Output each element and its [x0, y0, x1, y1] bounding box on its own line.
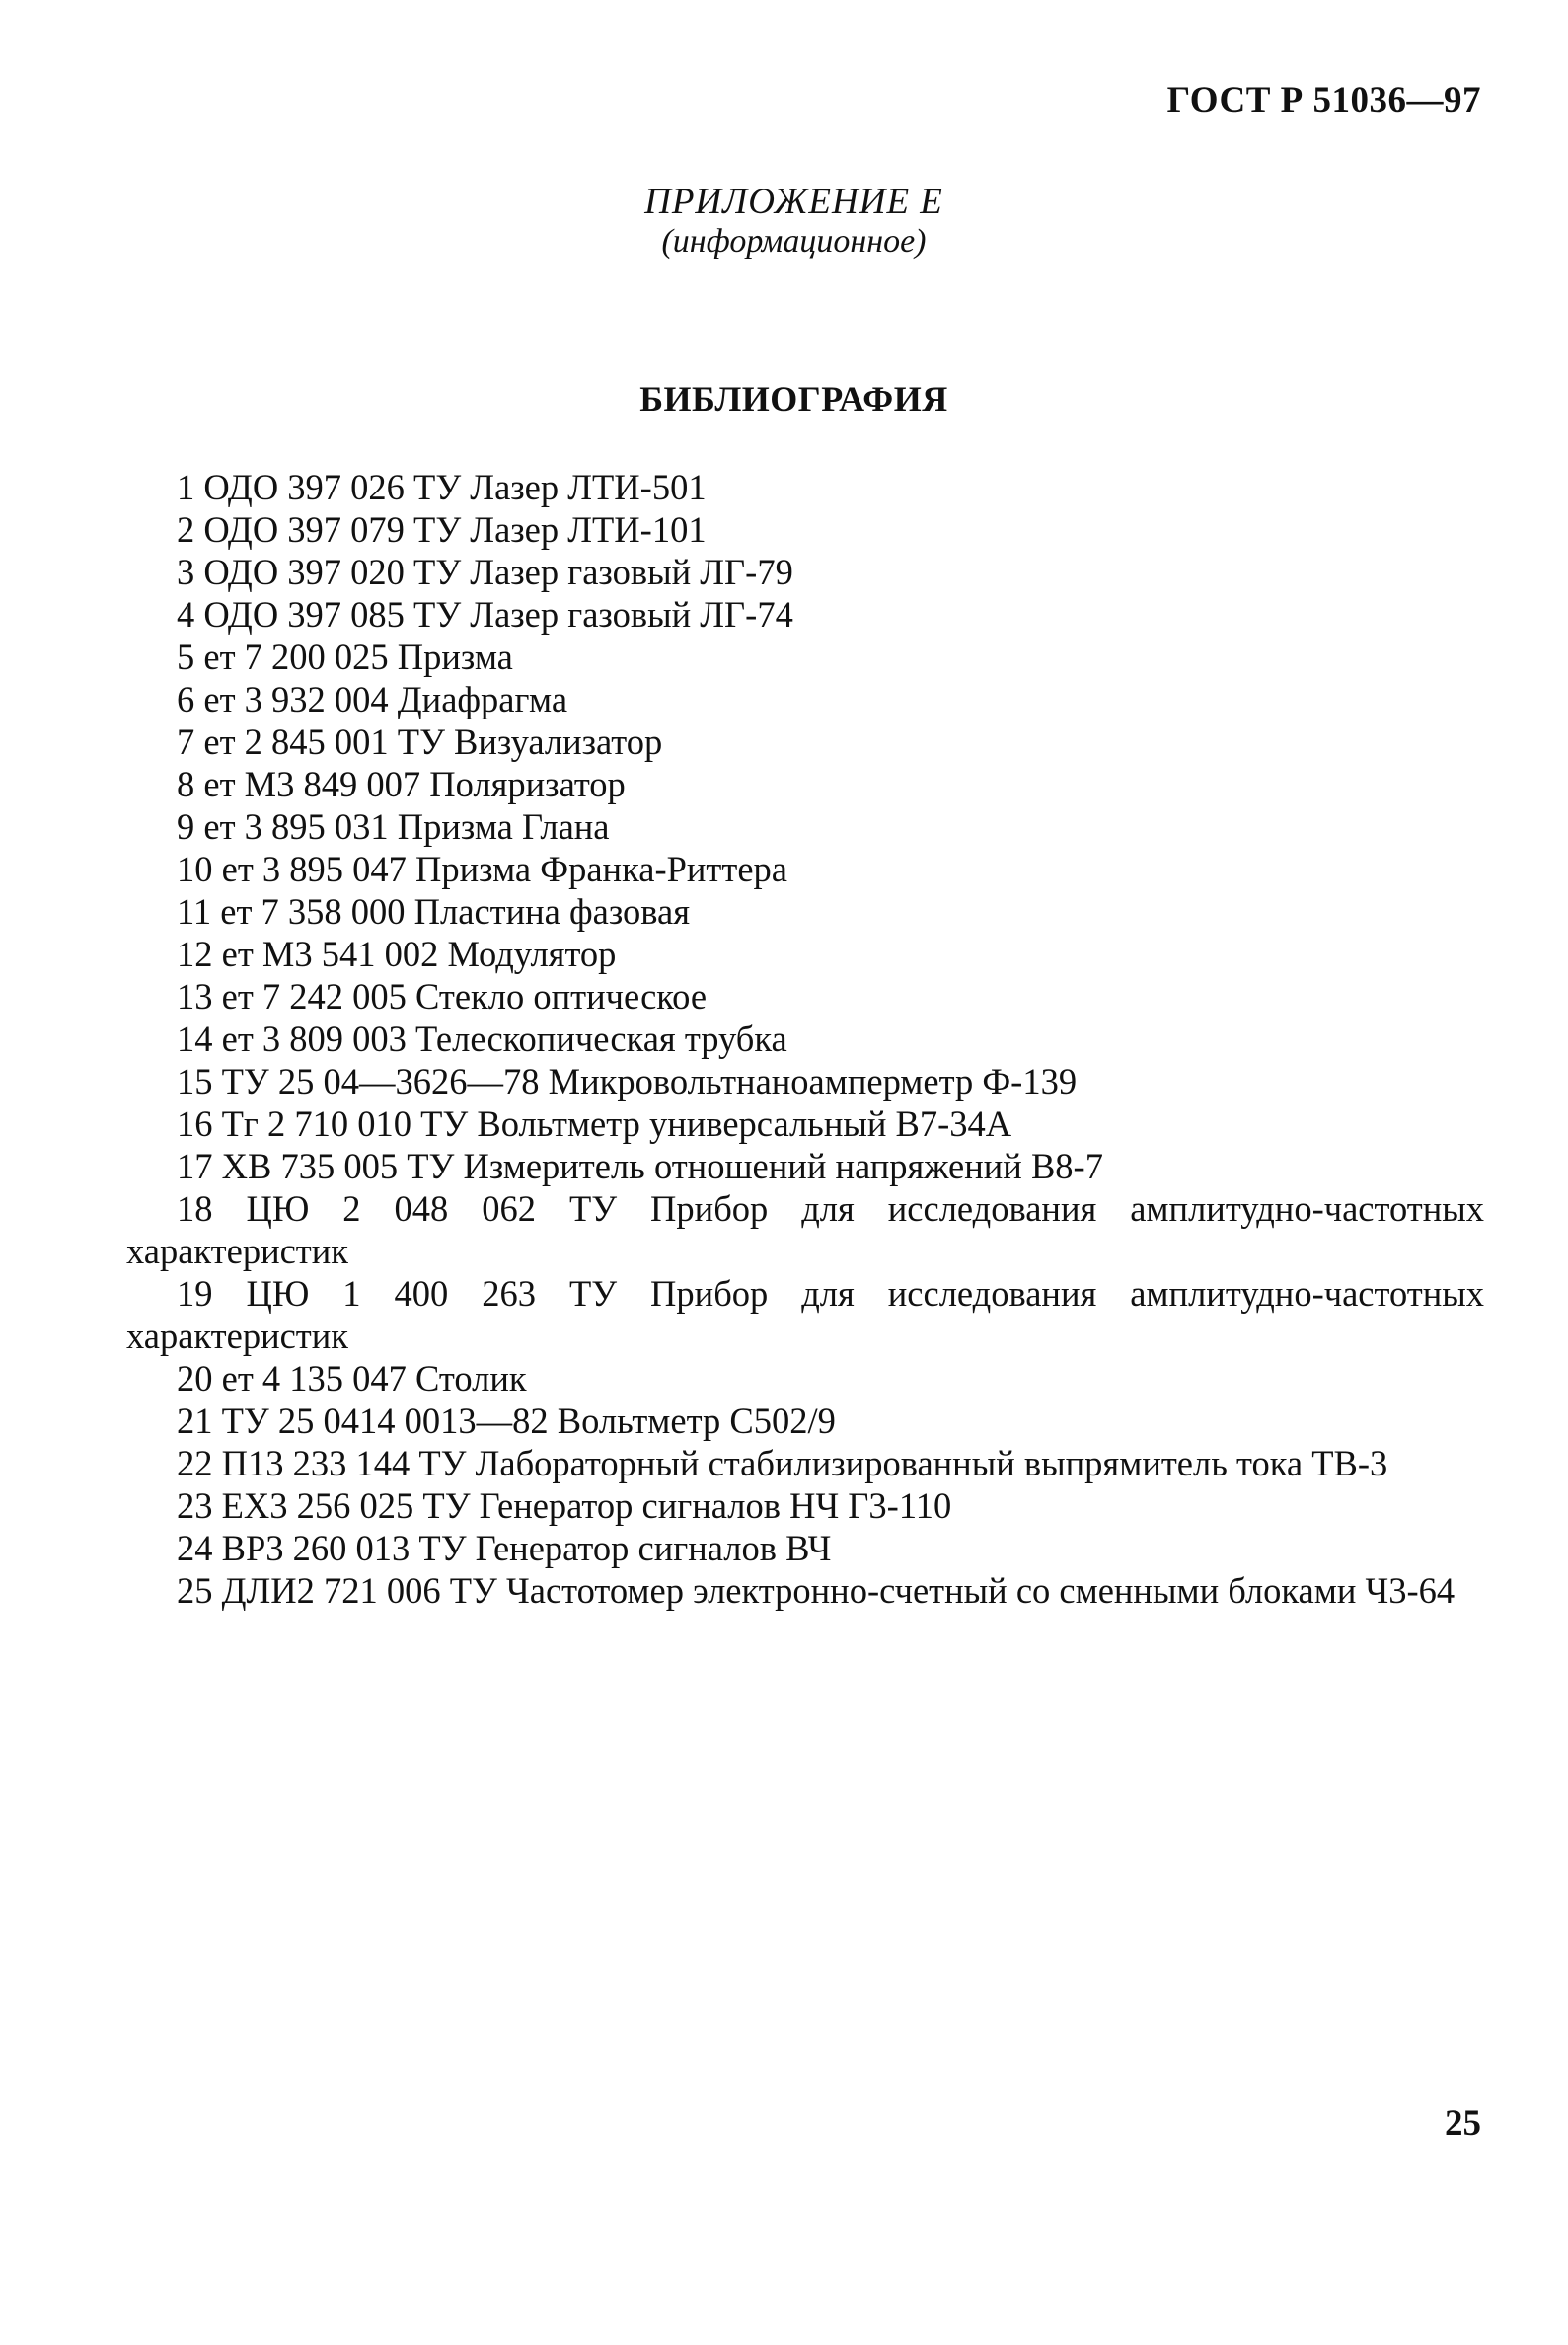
page-number: 25	[1445, 2103, 1481, 2144]
bibliography-item: 11 ет 7 358 000 Пластина фазовая	[177, 891, 691, 932]
bibliography-item: 25 ДЛИ2 721 006 ТУ Частотомер электронно-счетный со сменными блоками Ч3-64	[177, 1570, 1456, 1611]
bibliography-item: 13 ет 7 242 005 Стекло оптическое	[177, 976, 708, 1017]
bibliography-item: 19 ЦЮ 1 400 263 ТУ Прибор для исследования амплитудно-частотных характеристик	[126, 1273, 1484, 1356]
document-code: ГОСТ Р 51036—97	[1166, 80, 1481, 120]
bibliography-item: 21 ТУ 25 0414 0013—82 Вольтметр С502/9	[177, 1400, 836, 1441]
bibliography-item: 17 ХВ 735 005 ТУ Измеритель отношений напряжений В8-7	[177, 1146, 1103, 1186]
bibliography-item: 14 ет 3 809 003 Телескопическая трубка	[177, 1019, 787, 1059]
bibliography-item: 2 ОДО 397 079 ТУ Лазер ЛТИ-101	[177, 509, 707, 550]
bibliography-heading: БИБЛИОГРАФИЯ	[639, 379, 948, 418]
bibliography-item: 20 ет 4 135 047 Столик	[177, 1358, 527, 1399]
bibliography-item: 22 П13 233 144 ТУ Лабораторный стабилизированный выпрямитель тока ТВ-3	[177, 1443, 1388, 1483]
bibliography-item: 9 ет 3 895 031 Призма Глана	[177, 806, 610, 847]
bibliography-item: 1 ОДО 397 026 ТУ Лазер ЛТИ-501	[177, 467, 707, 507]
bibliography-item: 4 ОДО 397 085 ТУ Лазер газовый ЛГ-74	[177, 594, 793, 635]
bibliography-item: 16 Тг 2 710 010 ТУ Вольтметр универсальный В7-34А	[177, 1103, 1012, 1144]
bibliography-item: 10 ет 3 895 047 Призма Франка-Риттера	[177, 849, 787, 889]
bibliography-item: 6 ет 3 932 004 Диафрагма	[177, 679, 568, 719]
bibliography-item: 7 ет 2 845 001 ТУ Визуализатор	[177, 721, 663, 762]
bibliography-list	[126, 466, 1484, 1612]
bibliography-item: 24 ВР3 260 013 ТУ Генератор сигналов ВЧ	[177, 1528, 832, 1568]
bibliography-item: 8 ет М3 849 007 Поляризатор	[177, 764, 626, 804]
bibliography-item: 12 ет М3 541 002 Модулятор	[177, 934, 617, 974]
appendix-title: ПРИЛОЖЕНИЕ Е	[644, 182, 943, 222]
bibliography-item: 23 ЕХ3 256 025 ТУ Генератор сигналов НЧ Г3-110	[177, 1485, 952, 1526]
bibliography-item: 15 ТУ 25 04—3626—78 Микровольтнаноамперметр Ф-139	[177, 1061, 1078, 1101]
bibliography-item: 5 ет 7 200 025 Призма	[177, 637, 513, 677]
bibliography-item: 3 ОДО 397 020 ТУ Лазер газовый ЛГ-79	[177, 552, 793, 592]
appendix-subtitle: (информационное)	[661, 223, 927, 260]
bibliography-item: 18 ЦЮ 2 048 062 ТУ Прибор для исследования амплитудно-частотных характеристик	[126, 1188, 1484, 1271]
